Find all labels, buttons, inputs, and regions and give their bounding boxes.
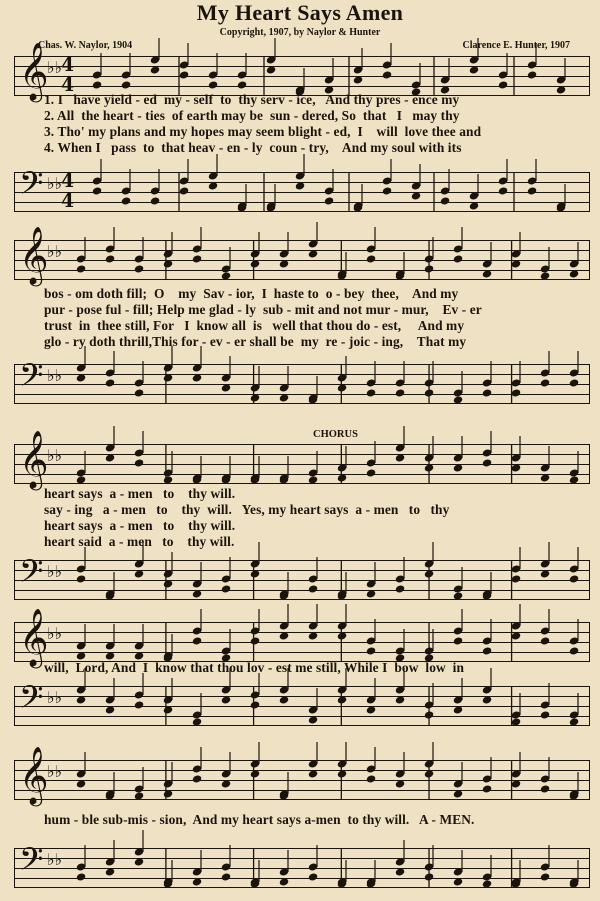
notehead xyxy=(511,463,522,472)
notehead xyxy=(150,65,161,74)
treble-clef-icon: 𝄞 xyxy=(19,746,49,804)
notehead xyxy=(453,395,464,404)
notehead xyxy=(76,872,87,881)
notehead xyxy=(163,705,174,714)
notehead xyxy=(179,186,190,195)
notehead xyxy=(424,388,435,397)
notehead xyxy=(279,877,290,886)
notehead xyxy=(366,774,377,783)
notehead xyxy=(163,373,174,382)
notehead xyxy=(192,589,203,598)
bass-staff xyxy=(14,357,590,404)
notehead xyxy=(208,181,219,190)
notehead xyxy=(134,791,145,800)
notehead xyxy=(279,695,290,704)
notehead xyxy=(250,393,261,402)
notehead xyxy=(266,65,277,74)
notehead xyxy=(76,574,87,583)
notehead xyxy=(540,710,551,719)
notehead xyxy=(366,388,377,397)
notehead xyxy=(221,584,232,593)
notehead xyxy=(163,789,174,798)
notehead xyxy=(76,475,87,484)
key-signature-flat-icon: ♭♭ xyxy=(47,366,63,385)
notehead xyxy=(482,269,493,278)
notehead xyxy=(366,646,377,655)
notehead xyxy=(569,574,580,583)
verse-line: glo - ry doth thrill,This for - ev - er shall be my re - joic - ing, That my xyxy=(44,334,467,349)
notehead xyxy=(482,458,493,467)
notehead xyxy=(134,388,145,397)
notehead xyxy=(337,631,348,640)
notehead xyxy=(440,196,451,205)
notehead xyxy=(221,695,232,704)
key-signature-flat-icon: ♭♭ xyxy=(47,762,63,781)
notehead xyxy=(540,473,551,482)
notehead xyxy=(366,254,377,263)
notehead xyxy=(308,631,319,640)
verse-line: say - ing a - men to thy will. Yes, my heart says a - men to thy xyxy=(44,502,450,517)
notehead xyxy=(134,264,145,273)
notehead xyxy=(511,259,522,268)
treble-clef-icon: 𝄞 xyxy=(19,608,49,666)
notehead xyxy=(76,779,87,788)
notehead xyxy=(221,383,232,392)
notehead xyxy=(540,636,551,645)
key-signature-flat-icon: ♭♭ xyxy=(47,58,63,77)
notehead xyxy=(424,769,435,778)
notehead xyxy=(121,80,132,89)
time-signature-bottom: 4 xyxy=(61,190,75,212)
notehead xyxy=(453,591,464,600)
notehead xyxy=(221,271,232,280)
key-signature-flat-icon: ♭♭ xyxy=(47,446,63,465)
notehead xyxy=(366,468,377,477)
notehead xyxy=(192,636,203,645)
notehead xyxy=(295,181,306,190)
notehead xyxy=(527,186,538,195)
notehead xyxy=(250,569,261,578)
notehead xyxy=(121,196,132,205)
notehead xyxy=(134,458,145,467)
notes-layer xyxy=(15,848,589,888)
notehead xyxy=(163,579,174,588)
notes-layer xyxy=(15,622,589,662)
notehead xyxy=(569,646,580,655)
chorus-label: CHORUS xyxy=(313,429,358,440)
verse-line: 1. I have yield - ed my - self to thy serv - ice, And thy pres - ence my xyxy=(44,92,460,107)
notehead xyxy=(469,65,480,74)
notehead xyxy=(569,378,580,387)
notes-layer xyxy=(15,56,589,96)
notehead xyxy=(76,373,87,382)
notehead xyxy=(105,254,116,263)
verse-line: hum - ble sub-mis - sion, And my heart says a-men to thy will. A - MEN. xyxy=(44,812,475,827)
notehead xyxy=(482,695,493,704)
verse-line: heart says a - men to thy will. xyxy=(44,518,236,533)
notehead xyxy=(511,574,522,583)
lyricist-credit: Chas. W. Naylor, 1904 xyxy=(38,40,133,51)
notes-layer xyxy=(15,560,589,600)
notehead xyxy=(179,70,190,79)
notes-layer xyxy=(15,760,589,800)
notehead xyxy=(511,717,522,726)
notehead xyxy=(540,378,551,387)
notehead xyxy=(308,249,319,258)
notehead xyxy=(221,779,232,788)
notehead xyxy=(308,769,319,778)
notehead xyxy=(540,569,551,578)
key-signature-flat-icon: ♭♭ xyxy=(47,562,63,581)
notehead xyxy=(279,631,290,640)
notehead xyxy=(308,715,319,724)
notes-layer xyxy=(15,686,589,726)
verse-line: bos - om doth fill; O my Sav - ior, I haste to o - bey thee, And my xyxy=(44,286,459,301)
bass-staff xyxy=(14,841,590,888)
notehead xyxy=(353,75,364,84)
notehead xyxy=(482,388,493,397)
notehead xyxy=(382,186,393,195)
notehead xyxy=(527,70,538,79)
notehead xyxy=(192,877,203,886)
treble-staff xyxy=(14,746,590,804)
notehead xyxy=(279,259,290,268)
notehead xyxy=(366,589,377,598)
notehead xyxy=(395,584,406,593)
notehead xyxy=(76,264,87,273)
verse-line: 4. When I pass to that heav - en - ly coun - try, And my soul with its xyxy=(44,140,462,155)
notehead xyxy=(395,867,406,876)
treble-staff xyxy=(14,608,590,666)
notehead xyxy=(250,769,261,778)
notes-layer xyxy=(15,172,589,212)
notehead xyxy=(221,872,232,881)
notes-layer xyxy=(15,364,589,404)
key-signature-flat-icon: ♭♭ xyxy=(47,688,63,707)
treble-staff xyxy=(14,226,590,284)
time-signature-top: 4 xyxy=(61,54,75,76)
bass-staff xyxy=(14,553,590,600)
time-signature-bottom: 4 xyxy=(61,74,75,96)
notehead xyxy=(540,784,551,793)
notehead xyxy=(424,463,435,472)
notehead xyxy=(105,705,116,714)
bass-clef-icon: 𝄢 xyxy=(19,553,44,597)
bass-clef-icon: 𝄢 xyxy=(19,841,44,885)
notehead xyxy=(308,475,319,484)
notehead xyxy=(250,636,261,645)
notehead xyxy=(105,867,116,876)
notehead xyxy=(469,201,480,210)
notehead xyxy=(424,710,435,719)
notehead xyxy=(395,453,406,462)
notehead xyxy=(308,872,319,881)
notehead xyxy=(482,879,493,888)
verse-line: 2. All the heart - ties of earth may be sun - dered, So that I may thy xyxy=(44,108,460,123)
bass-staff xyxy=(14,165,590,212)
notehead xyxy=(511,631,522,640)
notehead xyxy=(453,463,464,472)
notehead xyxy=(511,388,522,397)
notehead xyxy=(192,774,203,783)
notehead xyxy=(498,80,509,89)
notehead xyxy=(540,872,551,881)
bass-clef-icon: 𝄢 xyxy=(19,679,44,723)
time-signature-top: 4 xyxy=(61,170,75,192)
notehead xyxy=(134,857,145,866)
notehead xyxy=(556,85,567,94)
notehead xyxy=(337,383,348,392)
notes-layer xyxy=(15,240,589,280)
notehead xyxy=(337,769,348,778)
notehead xyxy=(424,569,435,578)
notehead xyxy=(76,695,87,704)
notehead xyxy=(395,695,406,704)
verse-line: heart says a - men to thy will. xyxy=(44,486,236,501)
verse-line: 3. Tho' my plans and my hopes may seem blight - ed, I will love thee and xyxy=(44,124,482,139)
notehead xyxy=(453,789,464,798)
notehead xyxy=(424,264,435,273)
notehead xyxy=(134,569,145,578)
notehead xyxy=(569,475,580,484)
notehead xyxy=(540,271,551,280)
notehead xyxy=(192,717,203,726)
notehead xyxy=(395,779,406,788)
bass-clef-icon: 𝄢 xyxy=(19,165,44,209)
notehead xyxy=(453,254,464,263)
notehead xyxy=(250,259,261,268)
key-signature-flat-icon: ♭♭ xyxy=(47,242,63,261)
notehead xyxy=(337,695,348,704)
notehead xyxy=(105,378,116,387)
notehead xyxy=(511,779,522,788)
notehead xyxy=(92,80,103,89)
notehead xyxy=(308,584,319,593)
notehead xyxy=(324,196,335,205)
notehead xyxy=(569,717,580,726)
key-signature-flat-icon: ♭♭ xyxy=(47,850,63,869)
notehead xyxy=(382,70,393,79)
notehead xyxy=(192,254,203,263)
bass-clef-icon: 𝄢 xyxy=(19,357,44,401)
notehead xyxy=(150,196,161,205)
notehead xyxy=(569,269,580,278)
verse-line: heart said a - men to thy will. xyxy=(44,534,235,549)
notehead xyxy=(395,388,406,397)
notehead xyxy=(482,784,493,793)
notehead xyxy=(279,393,290,402)
notehead xyxy=(105,453,116,462)
notehead xyxy=(237,80,248,89)
key-signature-flat-icon: ♭♭ xyxy=(47,174,63,193)
notehead xyxy=(453,636,464,645)
notehead xyxy=(92,186,103,195)
notehead xyxy=(163,475,174,484)
treble-clef-icon: 𝄞 xyxy=(19,42,49,100)
notehead xyxy=(366,705,377,714)
composer-credit: Clarence E. Hunter, 1907 xyxy=(462,40,570,51)
notehead xyxy=(424,872,435,881)
notehead xyxy=(453,705,464,714)
hymn-title: My Heart Says Amen xyxy=(196,0,404,25)
copyright-line: Copyright, 1907, by Naylor & Hunter xyxy=(219,27,381,38)
notes-layer xyxy=(15,444,589,484)
notehead xyxy=(163,259,174,268)
notehead xyxy=(134,700,145,709)
key-signature-flat-icon: ♭♭ xyxy=(47,624,63,643)
verse-line: trust in thee still, For I know all is well that thou do - est, And my xyxy=(44,318,465,333)
notehead xyxy=(453,877,464,886)
bass-staff xyxy=(14,679,590,726)
treble-clef-icon: 𝄞 xyxy=(19,430,49,488)
notehead xyxy=(250,700,261,709)
treble-clef-icon: 𝄞 xyxy=(19,226,49,284)
verse-line: pur - pose ful - fill; Help me glad - ly sub - mit and not mur - mur, Ev - er xyxy=(44,302,482,317)
notehead xyxy=(337,473,348,482)
notehead xyxy=(498,186,509,195)
notehead xyxy=(482,646,493,655)
notehead xyxy=(208,80,219,89)
notehead xyxy=(192,373,203,382)
notehead xyxy=(411,191,422,200)
verse-line: will, Lord, And I know that thou lov - est me still, While I bow low in xyxy=(44,660,465,675)
